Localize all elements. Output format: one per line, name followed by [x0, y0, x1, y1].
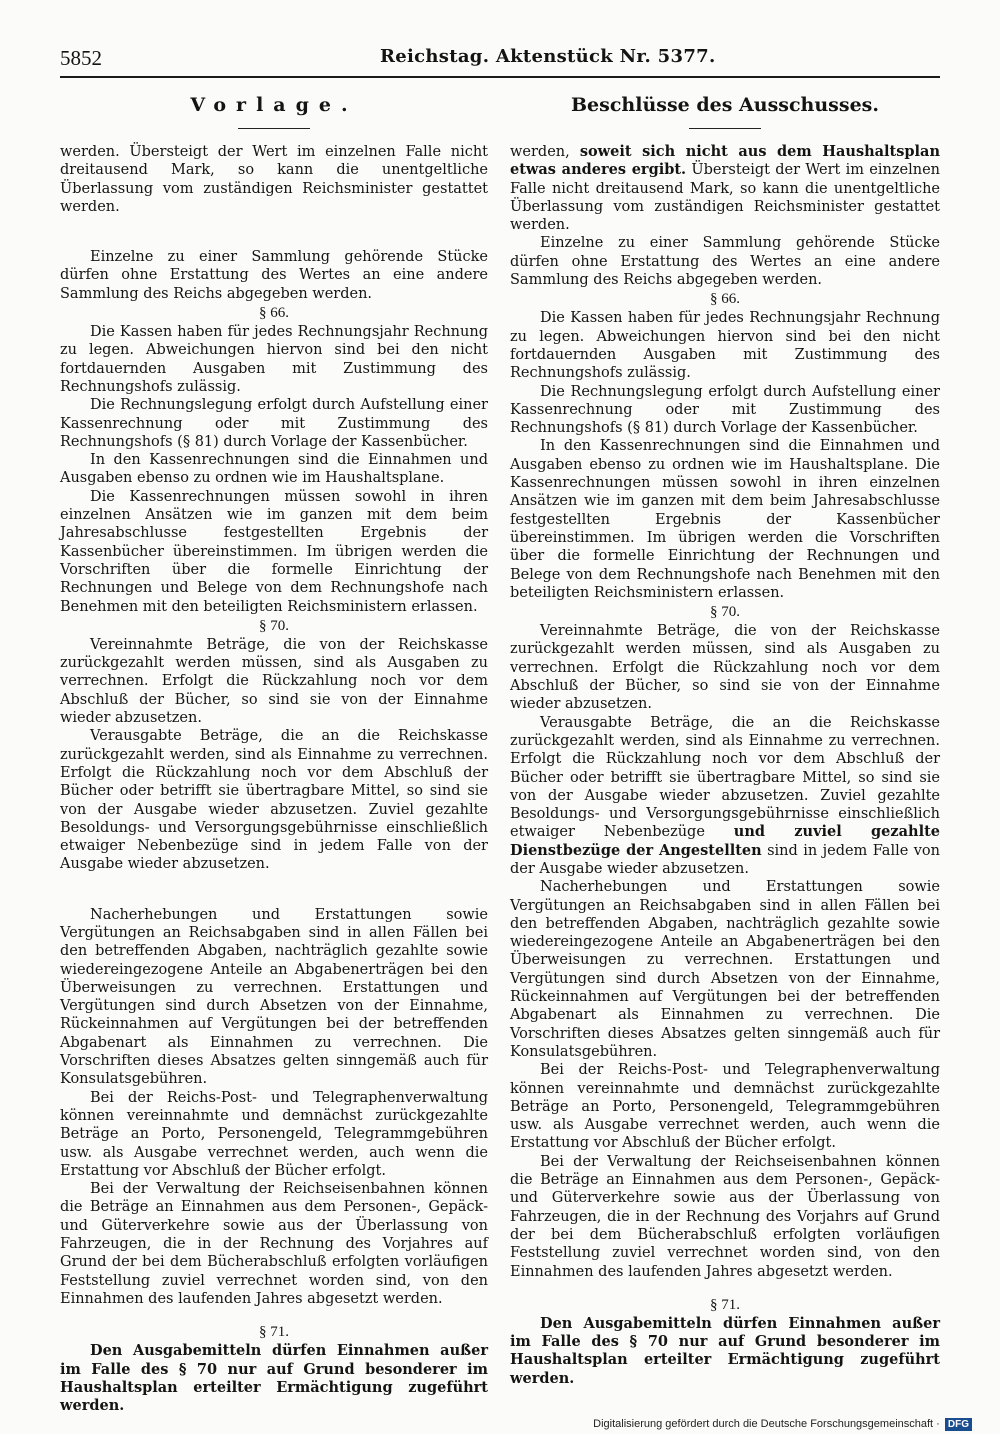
page-number: 5852	[60, 46, 102, 70]
section-heading-71: § 71.	[710, 1296, 740, 1313]
digitization-footer	[593, 1418, 972, 1431]
paragraph: Den Ausgabemitteln dürfen Einnahmen außer im Falle des § 70 nur auf Grund besonderer im Haushaltsplan erteilter Ermächtigung zugeführt werden.	[60, 1342, 488, 1415]
paragraph: Die Rechnungslegung erfolgt durch Aufstellung einer Kassenrechnung oder mit Zustimmung des Rechnungshofs (§ 81) durch Vorlage der Kassenbücher.	[60, 397, 488, 450]
spacer	[510, 1281, 940, 1295]
running-title: Reichstag. Aktenstück Nr. 5377.	[380, 46, 716, 67]
section-heading-70: § 70.	[259, 617, 289, 634]
paragraph: Vereinnahmte Beträge, die von der Reichskasse zurückgezahlt werden müssen, sind als Ausgaben zu verrechnen. Erfolgt die Rückzahlung noch vor dem Abschluß der Bücher, so sind sie von der Einnahme wieder abzusetzen.	[60, 636, 488, 727]
section-heading-66: § 66.	[259, 305, 289, 322]
paragraph: Bei der Verwaltung der Reichseisenbahnen können die Beträge an Einnahmen aus dem Personen-, Gepäck- und Güterverkehre sowie aus der Überlassung von Fahrzeugen, die in der Rechnung des Vorjahrs auf Grund der bei dem Bücherabschluß erfolgten vorläufigen Feststellung zuviel verrechnet worden sind, von den Einnahmen des laufenden Jahres abgesetzt werden.	[510, 1153, 940, 1280]
paragraph: Die Rechnungslegung erfolgt durch Aufstellung einer Kassenrechnung oder mit Zustimmung des Rechnungshofs (§ 81) durch Vorlage der Kassenbücher.	[510, 383, 940, 437]
text-run: sind in jedem Falle von der Ausgabe wieder abzusetzen.	[510, 842, 940, 877]
spacer	[60, 1308, 488, 1322]
paragraph: Nacherhebungen und Erstattungen sowie Vergütungen an Reichsabgaben sind in allen Fällen bei den betreffenden Abgaben, nachträglich gezahlte sowie wiedereingezogene Anteile an Abgabenerträgen bei den Überweisungen zu verrechnen. Erstattungen und Vergütungen sind durch Absetzen von der Einnahme, Rückeinnahmen auf Vergütungen bei der betreffenden Abgabenart als Einnahmen zu verrechnen. Die Vorschriften dieses Absatzes gelten sinngemäß auch für Konsulatsgebühren.	[510, 879, 940, 1060]
paragraph	[510, 714, 940, 879]
spacer	[60, 216, 488, 248]
paragraph: Bei der Verwaltung der Reichseisenbahnen können die Beträge an Einnahmen aus dem Personen-, Gepäck- und Güterverkehre sowie aus der Überlassung von Fahrzeugen, die in der Rechnung des Vorjahres auf Grund der bei dem Bücherabschluß erfolgten vorläufigen Feststellung zuviel verrechnet worden sind, von den Einnahmen des laufenden Jahres abgesetzt werden.	[60, 1181, 488, 1307]
paragraph: Die Kassenrechnungen müssen sowohl in ihren einzelnen Ansätzen wie im ganzen mit dem beim Jahresabschlusse festgestellten Ergebnis der Kassenbücher übereinstimmen. Im übrigen werden die Vorschriften über die formelle Einrichtung der Rechnungen und Belege von dem Rechnungshofe nach Benehmen mit den beteiligten Reichsministern erlassen.	[60, 488, 488, 615]
paragraph: Nacherhebungen und Erstattungen sowie Vergütungen an Reichsabgaben sind in allen Fällen bei den betreffenden Abgaben, nachträglich gezahlte sowie wiedereingezogene Anteile an Abgabenerträgen bei den Überweisungen zu verrechnen. Erstattungen und Vergütungen sind durch Absetzen von der Einnahme, Rückeinnahmen auf Vergütungen bei der betreffenden Abgabenart als Einnahmen zu verrechnen. Die Vorschriften dieses Absatzes gelten sinngemäß auch für Konsulatsgebühren.	[60, 906, 488, 1088]
paragraph: Die Kassen haben für jedes Rechnungsjahr Rechnung zu legen. Abweichungen hiervon sind bei den nicht fortdauernden Ausgaben mit Zustimmung des Rechnungshofs zulässig.	[510, 310, 940, 382]
paragraph: werden. Übersteigt der Wert im einzelnen Falle nicht dreitausend Mark, so kann die unentgeltliche Überlassung vom zuständigen Reichsminister gestattet werden.	[60, 144, 488, 215]
section-heading-66: § 66.	[710, 291, 740, 308]
text-run: werden,	[510, 144, 580, 160]
amendment-text: soweit sich nicht aus dem Haushaltsplan etwas anderes ergibt.	[510, 143, 940, 179]
page-header	[60, 46, 940, 78]
paragraph: In den Kassenrechnungen sind die Einnahmen und Ausgaben ebenso zu ordnen wie im Haushaltsplane. Die Kassenrechnungen müssen sowohl in ihren einzelnen Ansätzen wie im ganzen mit dem beim Jahresabschlusse festgestellten Ergebnis der Kassenbücher übereinstimmen. Im übrigen werden die Vorschriften über die formelle Einrichtung der Rechnungen und Belege von dem Rechnungshofe nach Benehmen mit den beteiligten Reichsministern erlassen.	[510, 438, 940, 601]
paragraph: Die Kassen haben für jedes Rechnungsjahr Rechnung zu legen. Abweichungen hiervon sind bei den nicht fortdauernden Ausgaben mit Zustimmung des Rechnungshofs zulässig.	[60, 324, 488, 395]
paragraph: Bei der Reichs-Post- und Telegraphenverwaltung können vereinnahmte und demnächst zurückgezahlte Beträge an Porto, Personengeld, Telegrammgebühren usw. als Ausgabe verrechnet werden, auch wenn die Erstattung vor Abschluß der Bücher erfolgt.	[510, 1062, 940, 1152]
paragraph: Verausgabte Beträge, die an die Reichskasse zurückgezahlt werden, sind als Einnahme zu verrechnen. Erfolgt die Rückzahlung noch vor dem Abschluß der Bücher oder betrifft sie übertragbare Mittel, so sind sie von der Ausgabe wieder abzusetzen. Zuviel gezahlte Besoldungs- und Versorgungsgebührnisse einschließlich etwaiger Nebenbezüge sind in jedem Falle von der Ausgabe wieder abzusetzen.	[60, 728, 488, 873]
paragraph: Einzelne zu einer Sammlung gehörende Stücke dürfen ohne Erstattung des Wertes an eine andere Sammlung des Reichs abgegeben werden.	[60, 249, 488, 302]
paragraph: Bei der Reichs-Post- und Telegraphenverwaltung können vereinnahmte und demnächst zurückgezahlte Beträge an Porto, Personengeld, Telegrammgebühren usw. als Ausgabe verrechnet werden, auch wenn die Erstattung vor Abschluß der Bücher erfolgt.	[60, 1089, 488, 1179]
spacer	[60, 874, 488, 906]
section-heading-71: § 71.	[259, 1324, 289, 1341]
paragraph	[510, 143, 940, 234]
text-run: Übersteigt der Wert im einzelnen Falle nicht dreitausend Mark, so kann die unentgeltliche Überlassung vom zuständigen Reichsminister gestattet werden.	[510, 162, 940, 234]
left-column-title: Vorlage.	[190, 94, 358, 116]
right-column-title: Beschlüsse des Ausschusses.	[571, 94, 879, 116]
right-column-beschluesse	[510, 92, 940, 1388]
paragraph: In den Kassenrechnungen sind die Einnahmen und Ausgaben ebenso zu ordnen wie im Haushaltsplane.	[60, 452, 488, 487]
text-run: Verausgabte Beträge, die an die Reichskasse zurückgezahlt werden, sind als Einnahme zu verrechnen. Erfolgt die Rückzahlung noch vor dem Abschluß der Bücher oder betrifft sie übertragbare Mittel, so sind sie von der Ausgabe wieder abzusetzen. Zuviel gezahlte Besoldungs- und Versorgungsgebührnisse einschließlich etwaiger Nebenbezüge	[510, 714, 940, 841]
left-column-vorlage	[60, 92, 488, 1415]
title-rule	[689, 128, 761, 129]
section-heading-70: § 70.	[710, 604, 740, 621]
footer-text: Digitalisierung gefördert durch die Deutsche Forschungsgemeinschaft ·	[593, 1418, 940, 1430]
paragraph: Den Ausgabemitteln dürfen Einnahmen außer im Falle des § 70 nur auf Grund besonderer im Haushaltsplan erteilter Ermächtigung zugeführt werden.	[510, 1314, 940, 1387]
amendment-text: und zuviel gezahlte Dienstbezüge der Angestellten	[510, 823, 940, 859]
paragraph: Einzelne zu einer Sammlung gehörende Stücke dürfen ohne Erstattung des Wertes an eine andere Sammlung des Reichs abgegeben werden.	[510, 235, 940, 289]
dfg-logo: DFG	[945, 1418, 972, 1431]
title-rule	[238, 128, 310, 129]
paragraph: Vereinnahmte Beträge, die von der Reichskasse zurückgezahlt werden müssen, sind als Ausgaben zu verrechnen. Erfolgt die Rückzahlung noch vor dem Abschluß der Bücher, so sind sie von der Einnahme wieder abzusetzen.	[510, 623, 940, 713]
